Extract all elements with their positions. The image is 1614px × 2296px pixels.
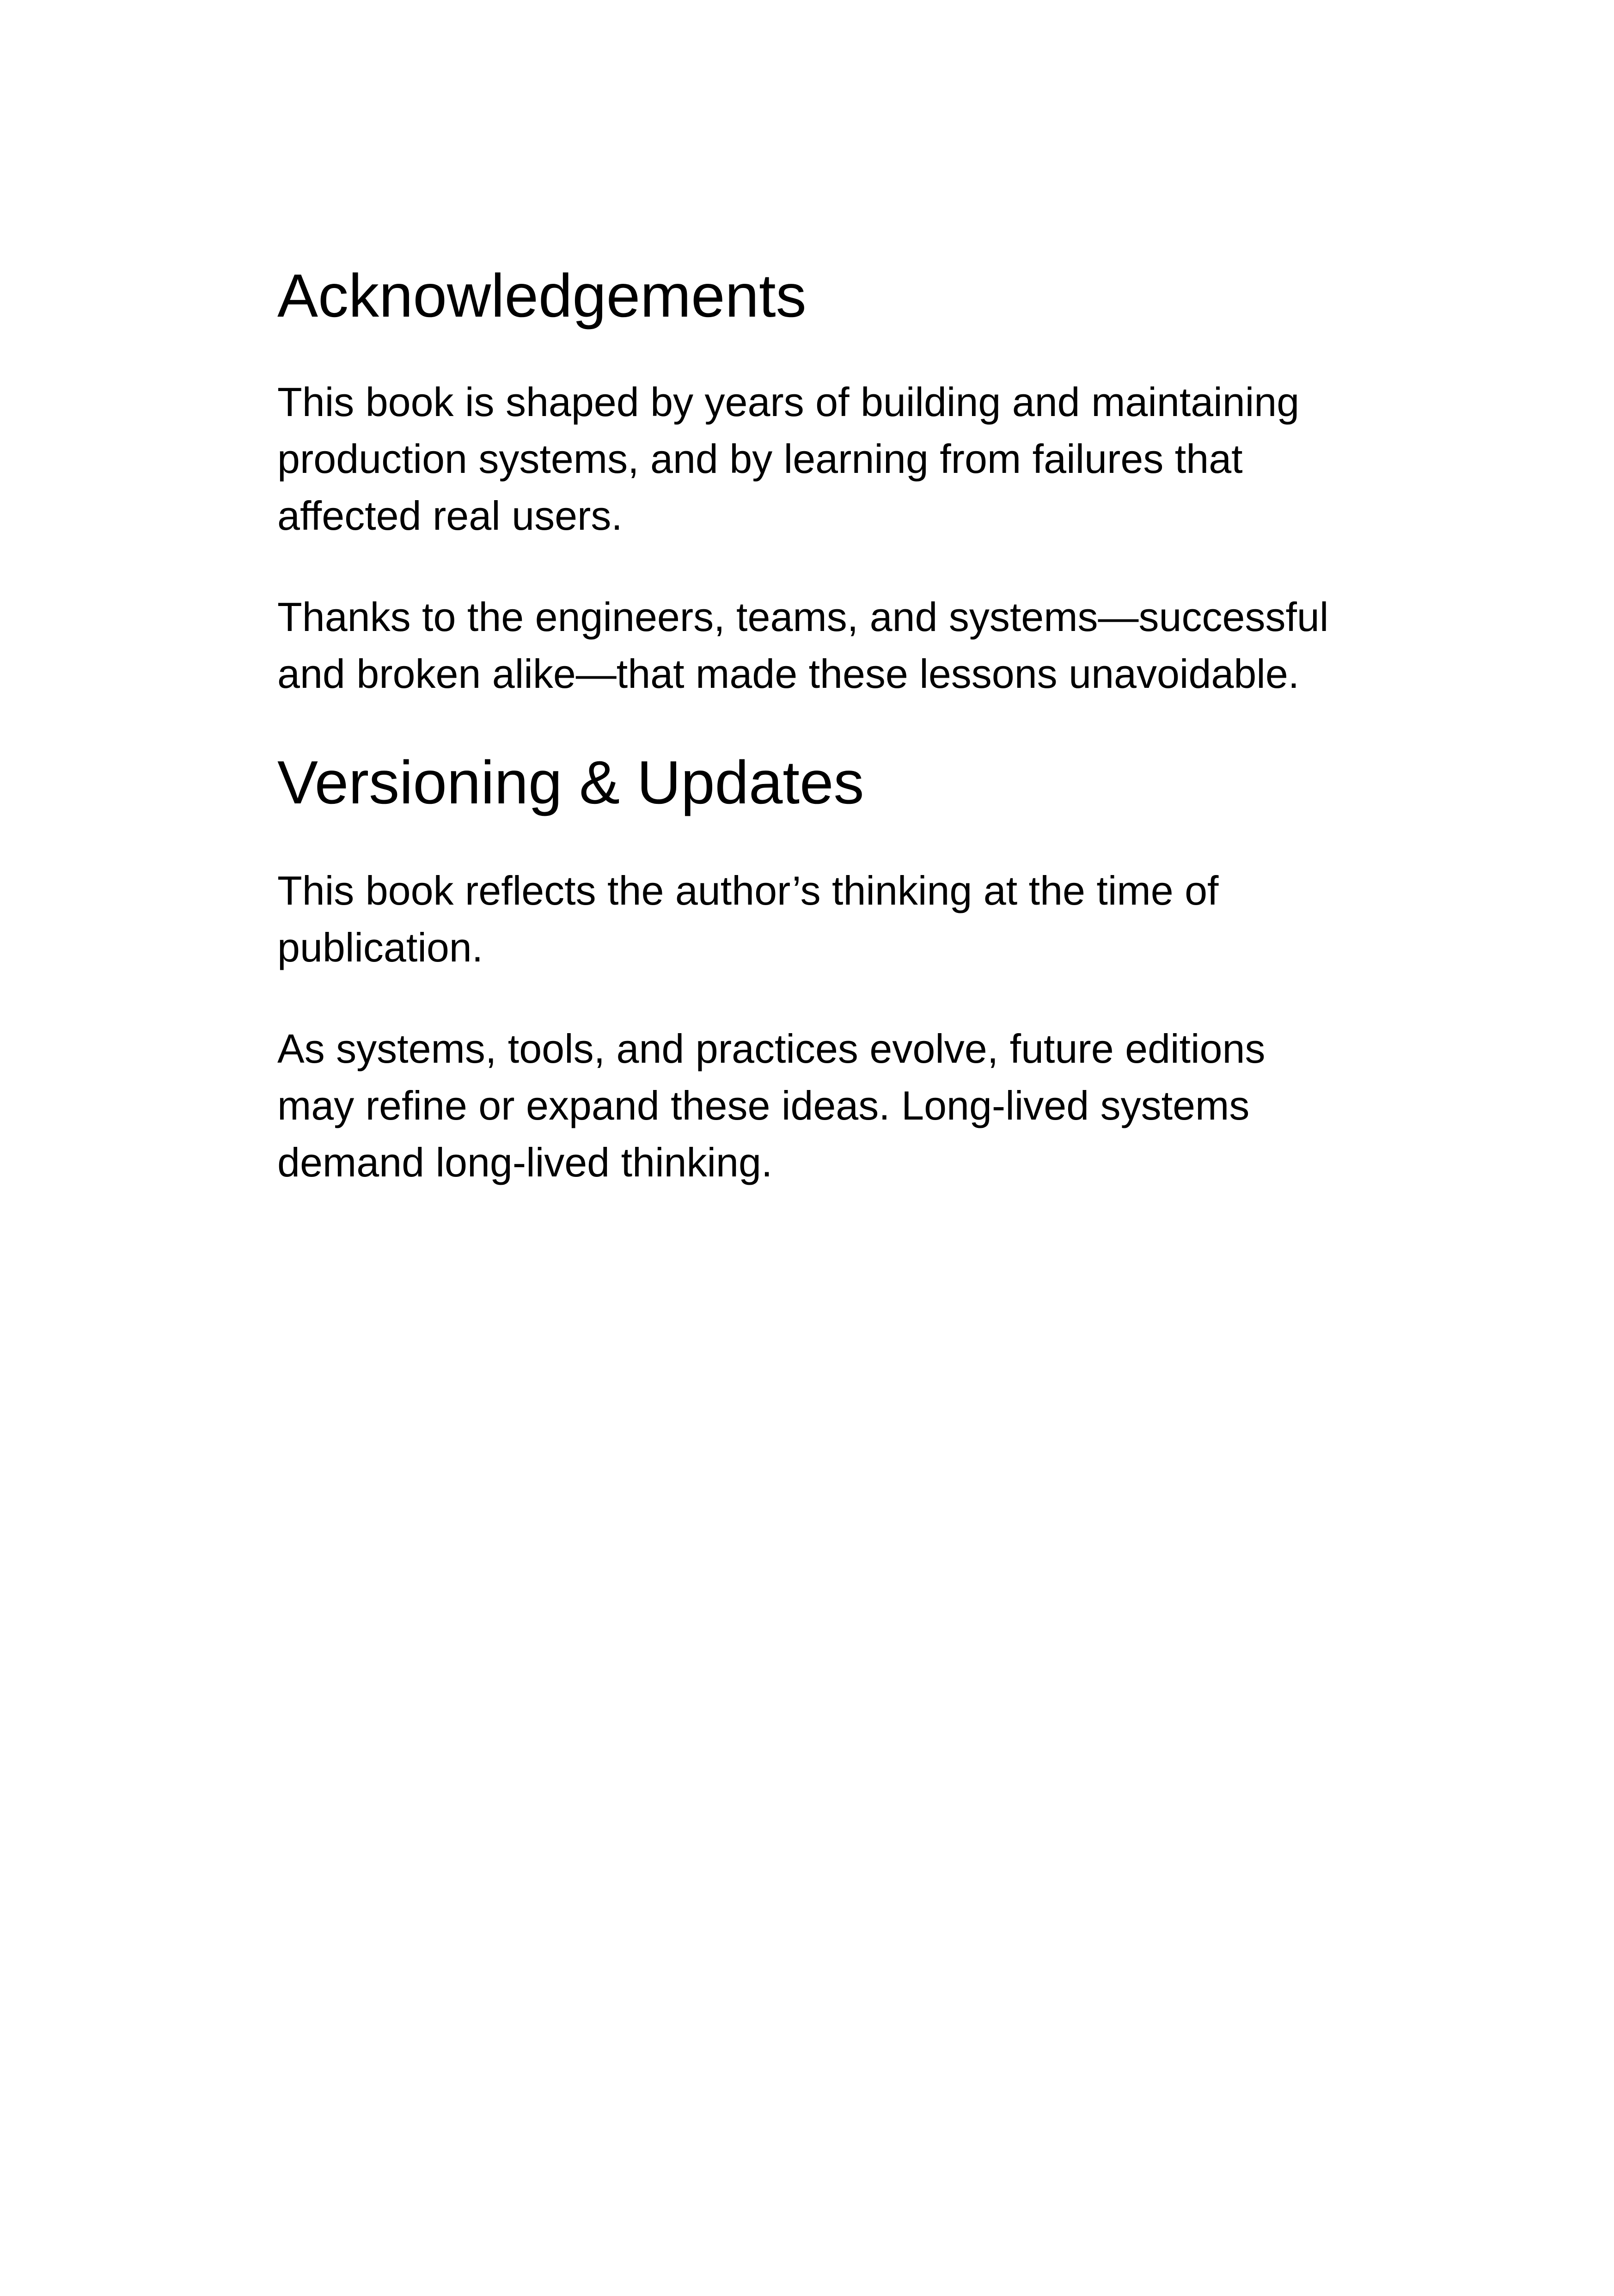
acknowledgements-paragraph-1: This book is shaped by years of building and maintaining production systems, and by learning from failures that affected real users.: [277, 379, 1300, 539]
versioning-paragraph-2: As systems, tools, and practices evolve, future editions may refine or expand these ideas. Long-lived systems demand long-lived thinking.: [277, 1026, 1266, 1185]
page-content: [277, 259, 1336, 1191]
acknowledgements-heading: Acknowledgements: [277, 262, 807, 330]
versioning-heading: Versioning & Updates: [277, 748, 864, 816]
acknowledgements-paragraph-2: Thanks to the engineers, teams, and systems—successful and broken alike—that made these lessons unavoidable.: [277, 594, 1329, 697]
versioning-paragraph-1: This book reflects the author’s thinking at the time of publication.: [277, 868, 1219, 970]
